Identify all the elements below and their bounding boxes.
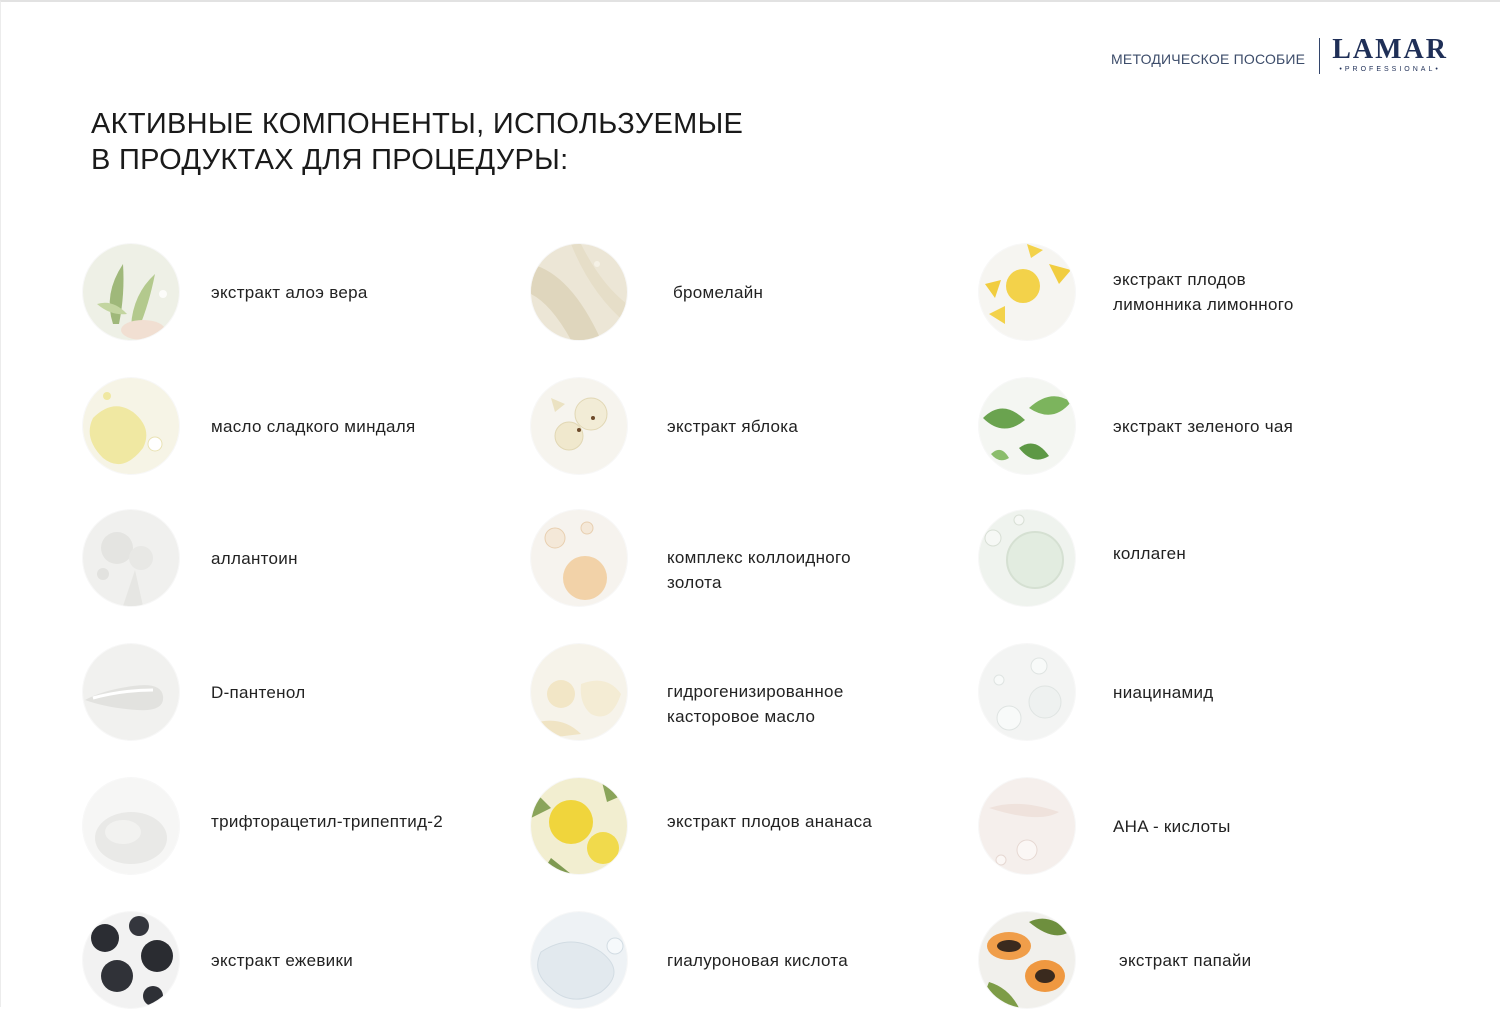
ingredient-item (83, 778, 443, 874)
ingredient-label (667, 545, 851, 595)
colloidal-gold-icon (531, 510, 627, 606)
ingredient-label (1113, 814, 1231, 839)
ingredient-label-line-1: аллантоин (211, 548, 298, 568)
ingredient-label-line-1: экстракт папайи (1119, 950, 1252, 970)
ingredient-label-line-1: бромелайн (673, 282, 764, 302)
page-title-line-2: В ПРОДУКТАХ ДЛЯ ПРОЦЕДУРЫ: (91, 144, 569, 176)
ingredient-item (531, 378, 798, 474)
ingredient-label (211, 546, 298, 571)
aloe-vera-icon (83, 244, 179, 340)
ingredient-label-line-1: ниацинамид (1113, 682, 1214, 702)
ingredient-item (83, 378, 415, 474)
ingredient-label (1113, 680, 1214, 705)
hyaluronic-acid-icon (531, 912, 627, 1008)
ingredient-label-line-1: гиалуроновая кислота (667, 950, 849, 970)
ingredient-label (667, 948, 848, 973)
collagen-icon (979, 510, 1075, 606)
ingredient-label (211, 809, 443, 834)
allantoin-icon (83, 510, 179, 606)
ingredient-item (531, 244, 763, 340)
ingredient-label (1113, 267, 1294, 317)
ingredient-label-line-1: экстракт яблока (667, 416, 799, 436)
bromelain-icon (531, 244, 627, 340)
aha-acids-icon (979, 778, 1075, 874)
tripeptide-icon (83, 778, 179, 874)
papaya-icon (979, 912, 1075, 1008)
ingredient-item (531, 912, 848, 1008)
ingredient-item (979, 644, 1214, 740)
apple-icon (531, 378, 627, 474)
ingredient-label (1113, 414, 1293, 439)
ingredient-item (979, 912, 1251, 1008)
ingredient-label-line-2: лимонника лимонного (1113, 295, 1294, 314)
panthenol-icon (83, 644, 179, 740)
ingredient-item (979, 510, 1186, 606)
ingredient-item (83, 644, 305, 740)
ingredient-label-line-1: экстракт алоэ вера (211, 282, 368, 302)
ingredient-label-line-1: экстракт ежевики (211, 950, 353, 970)
ingredient-label (1119, 948, 1251, 973)
ingredient-label-line-1: трифторацетил-трипептид-2 (211, 811, 444, 831)
ingredient-label-line-1: D-пантенол (211, 682, 306, 702)
ingredient-item (83, 510, 298, 606)
castor-oil-icon (531, 644, 627, 740)
ingredient-item (531, 644, 844, 740)
logo-name: LAMAR (1332, 34, 1448, 65)
ingredient-label-line-1: экстракт плодов (1113, 270, 1246, 289)
ingredients-grid (1, 2, 1500, 1009)
ingredient-item (979, 778, 1231, 874)
ingredient-label-line-1: экстракт зеленого чая (1113, 416, 1294, 436)
logo-subtitle: •PROFESSIONAL• (1339, 66, 1441, 73)
ingredient-label (673, 280, 763, 305)
ingredient-label-line-1: AHA - кислоты (1113, 816, 1231, 836)
green-tea-icon (979, 378, 1075, 474)
page-title-line-1: АКТИВНЫЕ КОМПОНЕНТЫ, ИСПОЛЬЗУЕМЫЕ (91, 108, 744, 140)
ingredient-label-line-1: коллаген (1113, 543, 1187, 563)
ingredient-label (211, 948, 353, 973)
header-caption: МЕТОДИЧЕСКОЕ ПОСОБИЕ (1111, 50, 1306, 67)
ingredient-label (667, 679, 844, 729)
ingredient-label-line-1: экстракт плодов ананаса (667, 811, 873, 831)
ingredient-item (531, 510, 851, 606)
almond-oil-icon (83, 378, 179, 474)
ingredient-item (979, 378, 1293, 474)
ingredient-label-line-1: масло сладкого миндаля (211, 416, 416, 436)
pineapple-icon (531, 778, 627, 874)
ingredient-item (531, 778, 872, 874)
ingredient-item (83, 244, 368, 340)
ingredient-label-line-2: золота (667, 573, 722, 592)
ingredient-label (667, 809, 872, 834)
ingredient-item (83, 912, 353, 1008)
ingredient-label (211, 280, 368, 305)
ingredient-label (667, 414, 798, 439)
ingredient-label-line-2: касторовое масло (667, 707, 816, 726)
ingredient-label-line-1: комплекс коллоидного (667, 548, 851, 567)
ingredient-label (1113, 541, 1186, 566)
ingredient-item (979, 244, 1294, 340)
niacinamide-icon (979, 644, 1075, 740)
ingredient-label (211, 414, 415, 439)
schisandra-icon (979, 244, 1075, 340)
ingredient-label (211, 680, 305, 705)
blackberry-icon (83, 912, 179, 1008)
ingredient-label-line-1: гидрогенизированное (667, 682, 844, 701)
